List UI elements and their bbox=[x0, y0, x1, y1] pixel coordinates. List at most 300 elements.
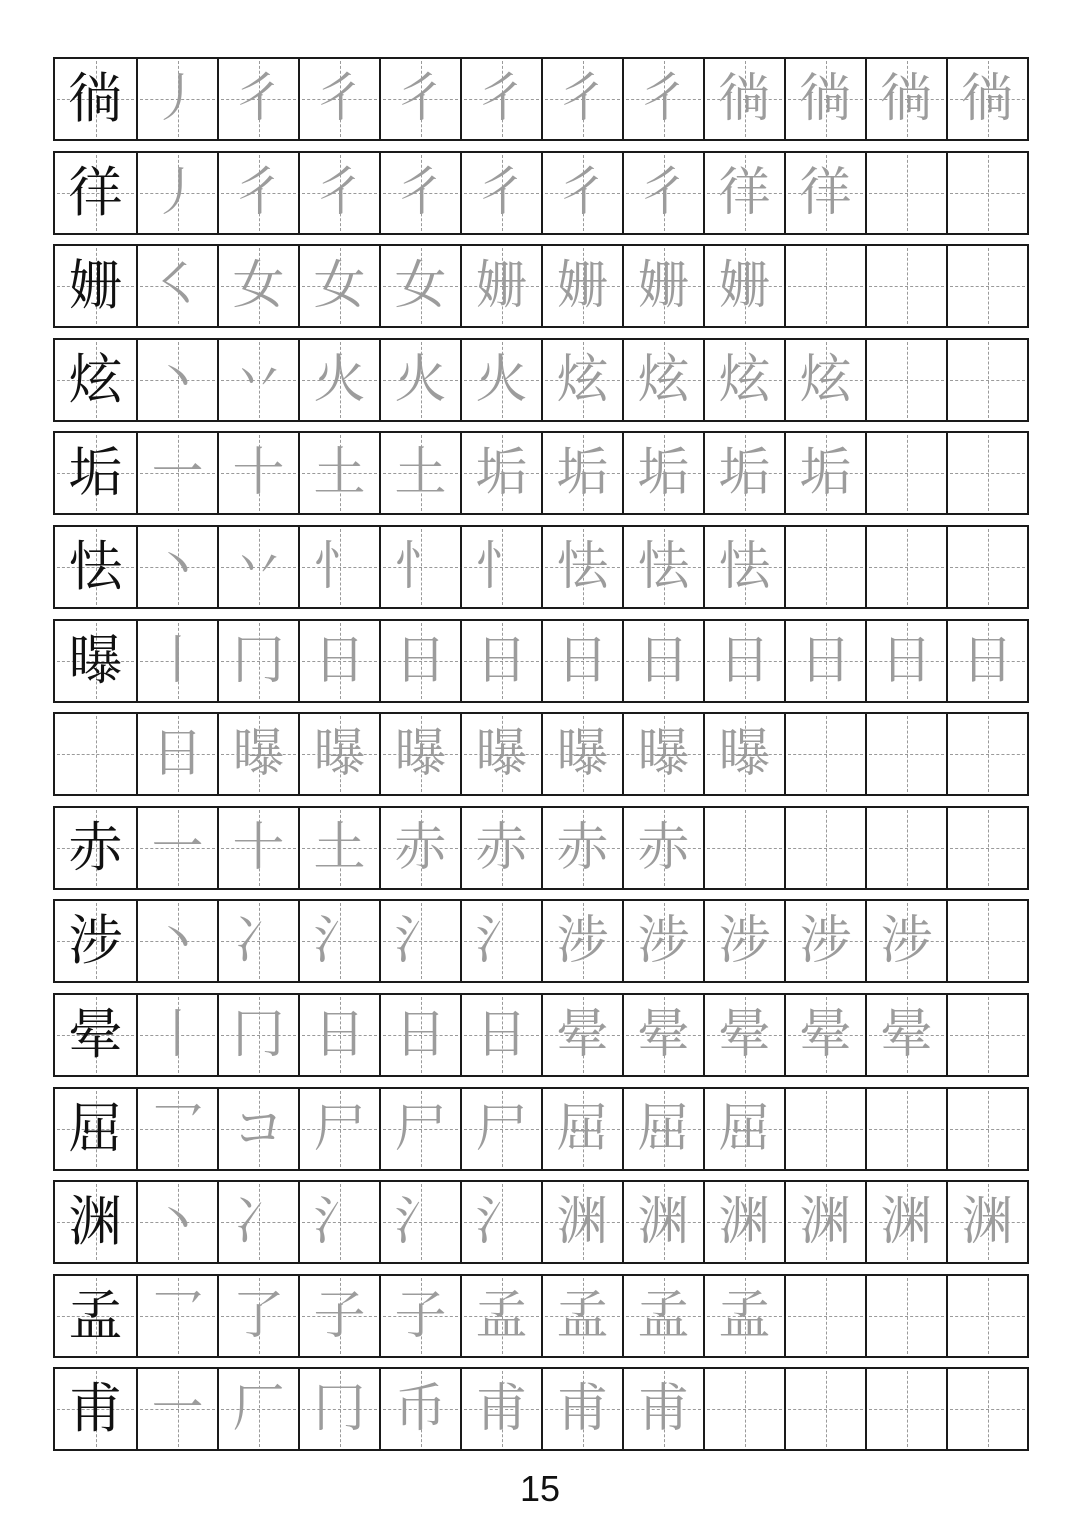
stroke-step: 赤 bbox=[556, 818, 609, 878]
tracing-cell bbox=[865, 433, 946, 513]
stroke-step: 渊 bbox=[637, 1192, 690, 1252]
guide-line-horizontal bbox=[950, 941, 1025, 942]
guide-line-horizontal bbox=[869, 754, 944, 755]
practice-row bbox=[53, 431, 1029, 515]
model-character: 渊 bbox=[68, 1190, 123, 1253]
stroke-step: 火 bbox=[313, 350, 366, 410]
tracing-cell bbox=[298, 1369, 379, 1449]
tracing-cell bbox=[298, 901, 379, 981]
practice-row bbox=[53, 993, 1029, 1077]
character-cell bbox=[55, 1182, 136, 1262]
character-cell bbox=[55, 527, 136, 607]
tracing-cell bbox=[298, 527, 379, 607]
tracing-cell bbox=[946, 995, 1027, 1075]
tracing-cell bbox=[541, 433, 622, 513]
tracing-cell bbox=[865, 714, 946, 794]
tracing-cell bbox=[217, 246, 298, 326]
stroke-step: 彳 bbox=[475, 163, 528, 223]
stroke-step: 涉 bbox=[880, 911, 933, 971]
stroke-step: 尸 bbox=[394, 1099, 447, 1159]
stroke-step: 屈 bbox=[637, 1099, 690, 1159]
stroke-step: 屈 bbox=[718, 1099, 771, 1159]
tracing-cell bbox=[298, 340, 379, 420]
stroke-step: 曝 bbox=[232, 724, 285, 784]
tracing-cell bbox=[379, 59, 460, 139]
tracing-cell bbox=[946, 1182, 1027, 1262]
stroke-step: 冫 bbox=[232, 1192, 285, 1252]
tracing-cell bbox=[865, 527, 946, 607]
stroke-step: 甫 bbox=[475, 1379, 528, 1439]
stroke-step: 彳 bbox=[394, 69, 447, 129]
stroke-step: 丿 bbox=[151, 163, 204, 223]
stroke-step: 氵 bbox=[313, 1192, 366, 1252]
stroke-step: 曝 bbox=[718, 724, 771, 784]
character-cell bbox=[55, 433, 136, 513]
stroke-step: 日 bbox=[313, 631, 366, 691]
tracing-cell bbox=[946, 808, 1027, 888]
tracing-cell bbox=[298, 59, 379, 139]
stroke-step: 日 bbox=[313, 1005, 366, 1065]
stroke-step: 丶 bbox=[151, 537, 204, 597]
stroke-step: 丿 bbox=[151, 69, 204, 129]
tracing-cell bbox=[865, 995, 946, 1075]
tracing-cell bbox=[379, 714, 460, 794]
stroke-step: 十 bbox=[232, 818, 285, 878]
stroke-step: 炫 bbox=[718, 350, 771, 410]
stroke-step: 一 bbox=[151, 1379, 204, 1439]
stroke-step: 赤 bbox=[475, 818, 528, 878]
tracing-cell bbox=[460, 621, 541, 701]
guide-line-horizontal bbox=[950, 380, 1025, 381]
tracing-cell bbox=[136, 527, 217, 607]
stroke-step: 甫 bbox=[556, 1379, 609, 1439]
tracing-cell bbox=[298, 714, 379, 794]
tracing-cell bbox=[865, 153, 946, 233]
tracing-cell bbox=[946, 527, 1027, 607]
stroke-step: 彳 bbox=[637, 163, 690, 223]
tracing-cell bbox=[379, 246, 460, 326]
stroke-step: 女 bbox=[313, 256, 366, 316]
tracing-cell bbox=[946, 901, 1027, 981]
tracing-cell bbox=[541, 59, 622, 139]
tracing-cell bbox=[379, 1276, 460, 1356]
stroke-step: 氵 bbox=[475, 911, 528, 971]
stroke-step: 徉 bbox=[799, 163, 852, 223]
tracing-cell bbox=[784, 340, 865, 420]
tracing-cell bbox=[136, 340, 217, 420]
stroke-step: 涉 bbox=[556, 911, 609, 971]
model-character: 姗 bbox=[68, 254, 123, 317]
practice-row bbox=[53, 1274, 1029, 1358]
stroke-step: 冂 bbox=[313, 1379, 366, 1439]
tracing-cell bbox=[622, 1089, 703, 1169]
tracing-cell bbox=[541, 527, 622, 607]
guide-line-horizontal bbox=[788, 1129, 863, 1130]
tracing-cell bbox=[217, 621, 298, 701]
tracing-cell bbox=[460, 153, 541, 233]
tracing-cell bbox=[622, 1369, 703, 1449]
model-character: 赤 bbox=[68, 816, 123, 879]
guide-line-horizontal bbox=[788, 1409, 863, 1410]
character-cell bbox=[55, 808, 136, 888]
stroke-step: 冂 bbox=[232, 1005, 285, 1065]
tracing-cell bbox=[784, 901, 865, 981]
stroke-step: 垢 bbox=[799, 443, 852, 503]
tracing-cell bbox=[217, 153, 298, 233]
character-cell bbox=[55, 340, 136, 420]
guide-line-horizontal bbox=[950, 1316, 1025, 1317]
tracing-cell bbox=[379, 433, 460, 513]
stroke-step: 垢 bbox=[718, 443, 771, 503]
tracing-cell bbox=[136, 995, 217, 1075]
guide-line-horizontal bbox=[950, 1035, 1025, 1036]
stroke-step: 炫 bbox=[799, 350, 852, 410]
tracing-cell bbox=[946, 1089, 1027, 1169]
model-character: 孟 bbox=[68, 1284, 123, 1347]
tracing-cell bbox=[784, 527, 865, 607]
tracing-cell bbox=[784, 1182, 865, 1262]
model-character: 屈 bbox=[68, 1097, 123, 1160]
stroke-step: 氵 bbox=[394, 911, 447, 971]
stroke-step: 丶 bbox=[151, 1192, 204, 1252]
tracing-cell bbox=[460, 1089, 541, 1169]
model-character: 涉 bbox=[68, 909, 123, 972]
tracing-cell bbox=[703, 1369, 784, 1449]
guide-line-horizontal bbox=[707, 848, 782, 849]
page-number: 15 bbox=[519, 1468, 561, 1509]
stroke-step: 日 bbox=[475, 1005, 528, 1065]
stroke-step: 炫 bbox=[556, 350, 609, 410]
character-cell bbox=[55, 714, 136, 794]
tracing-cell bbox=[460, 433, 541, 513]
stroke-step: 涉 bbox=[718, 911, 771, 971]
stroke-step: 彳 bbox=[556, 163, 609, 223]
guide-line-horizontal bbox=[707, 1409, 782, 1410]
stroke-step: 子 bbox=[394, 1286, 447, 1346]
stroke-step: 彳 bbox=[475, 69, 528, 129]
stroke-step: 彳 bbox=[313, 163, 366, 223]
stroke-step: 日 bbox=[880, 631, 933, 691]
tracing-cell bbox=[703, 714, 784, 794]
model-character: 甫 bbox=[68, 1377, 123, 1440]
guide-line-horizontal bbox=[869, 848, 944, 849]
tracing-cell bbox=[703, 1089, 784, 1169]
stroke-step: 乛 bbox=[151, 1099, 204, 1159]
tracing-cell bbox=[460, 995, 541, 1075]
tracing-cell bbox=[541, 995, 622, 1075]
stroke-step: 十 bbox=[232, 443, 285, 503]
stroke-step: 垢 bbox=[475, 443, 528, 503]
tracing-cell bbox=[298, 621, 379, 701]
guide-line-horizontal bbox=[869, 1409, 944, 1410]
character-cell bbox=[55, 995, 136, 1075]
stroke-step: 渊 bbox=[880, 1192, 933, 1252]
tracing-cell bbox=[865, 901, 946, 981]
stroke-step: 孟 bbox=[475, 1286, 528, 1346]
stroke-step: 曝 bbox=[313, 724, 366, 784]
tracing-cell bbox=[298, 995, 379, 1075]
stroke-step: 尸 bbox=[475, 1099, 528, 1159]
tracing-cell bbox=[136, 1276, 217, 1356]
character-cell bbox=[55, 59, 136, 139]
stroke-step: 涉 bbox=[799, 911, 852, 971]
tracing-cell bbox=[946, 246, 1027, 326]
tracing-cell bbox=[136, 621, 217, 701]
tracing-cell bbox=[622, 59, 703, 139]
character-cell bbox=[55, 153, 136, 233]
stroke-step: 一 bbox=[151, 443, 204, 503]
tracing-cell bbox=[784, 808, 865, 888]
guide-line-horizontal bbox=[788, 567, 863, 568]
model-character: 怯 bbox=[68, 535, 123, 598]
stroke-step: 赤 bbox=[394, 818, 447, 878]
stroke-step: 彳 bbox=[556, 69, 609, 129]
tracing-cell bbox=[217, 714, 298, 794]
stroke-step: 炫 bbox=[637, 350, 690, 410]
character-cell bbox=[55, 901, 136, 981]
stroke-step: 屈 bbox=[556, 1099, 609, 1159]
tracing-cell bbox=[622, 153, 703, 233]
practice-row bbox=[53, 806, 1029, 890]
stroke-step: 女 bbox=[232, 256, 285, 316]
stroke-step: 土 bbox=[313, 818, 366, 878]
guide-line-horizontal bbox=[869, 567, 944, 568]
tracing-cell bbox=[784, 1276, 865, 1356]
guide-line-horizontal bbox=[788, 848, 863, 849]
stroke-step: 渊 bbox=[799, 1192, 852, 1252]
guide-line-horizontal bbox=[869, 473, 944, 474]
tracing-cell bbox=[784, 153, 865, 233]
practice-row bbox=[53, 525, 1029, 609]
tracing-cell bbox=[946, 153, 1027, 233]
guide-line-horizontal bbox=[950, 286, 1025, 287]
tracing-cell bbox=[298, 1182, 379, 1262]
stroke-step: 日 bbox=[394, 1005, 447, 1065]
tracing-cell bbox=[541, 1182, 622, 1262]
guide-line-horizontal bbox=[950, 1409, 1025, 1410]
tracing-cell bbox=[217, 995, 298, 1075]
stroke-step: 丶 bbox=[151, 911, 204, 971]
tracing-cell bbox=[784, 995, 865, 1075]
tracing-cell bbox=[622, 527, 703, 607]
tracing-cell bbox=[217, 808, 298, 888]
stroke-step: 丶 bbox=[151, 350, 204, 410]
tracing-cell bbox=[703, 1182, 784, 1262]
tracing-cell bbox=[541, 808, 622, 888]
character-cell bbox=[55, 1276, 136, 1356]
stroke-step: 氵 bbox=[313, 911, 366, 971]
tracing-cell bbox=[703, 246, 784, 326]
stroke-step: 日 bbox=[394, 631, 447, 691]
practice-row bbox=[53, 1087, 1029, 1171]
tracing-cell bbox=[379, 1089, 460, 1169]
tracing-cell bbox=[136, 153, 217, 233]
tracing-cell bbox=[622, 901, 703, 981]
tracing-cell bbox=[217, 1182, 298, 1262]
tracing-cell bbox=[784, 246, 865, 326]
stroke-step: 日 bbox=[475, 631, 528, 691]
model-character: 晕 bbox=[68, 1003, 123, 1066]
guide-line-horizontal bbox=[950, 754, 1025, 755]
guide-line-horizontal bbox=[950, 848, 1025, 849]
tracing-cell bbox=[460, 59, 541, 139]
stroke-step: 火 bbox=[475, 350, 528, 410]
stroke-step: 币 bbox=[394, 1379, 447, 1439]
tracing-cell bbox=[298, 153, 379, 233]
stroke-step: 甫 bbox=[637, 1379, 690, 1439]
tracing-cell bbox=[703, 1276, 784, 1356]
guide-line-horizontal bbox=[869, 380, 944, 381]
stroke-step: 姗 bbox=[556, 256, 609, 316]
guide-line-horizontal bbox=[788, 754, 863, 755]
stroke-step: 涉 bbox=[637, 911, 690, 971]
tracing-cell bbox=[136, 714, 217, 794]
stroke-step: 日 bbox=[718, 631, 771, 691]
stroke-step: 垢 bbox=[637, 443, 690, 503]
tracing-cell bbox=[217, 901, 298, 981]
tracing-cell bbox=[541, 1369, 622, 1449]
tracing-cell bbox=[622, 433, 703, 513]
tracing-cell bbox=[136, 433, 217, 513]
guide-line-horizontal bbox=[57, 754, 134, 755]
tracing-cell bbox=[541, 246, 622, 326]
guide-line-horizontal bbox=[869, 1129, 944, 1130]
stroke-step: 徜 bbox=[880, 69, 933, 129]
stroke-step: 晕 bbox=[799, 1005, 852, 1065]
tracing-cell bbox=[136, 901, 217, 981]
tracing-cell bbox=[217, 1089, 298, 1169]
stroke-step: 日 bbox=[151, 724, 204, 784]
tracing-cell bbox=[379, 1369, 460, 1449]
tracing-cell bbox=[541, 621, 622, 701]
tracing-cell bbox=[622, 1182, 703, 1262]
stroke-step: 女 bbox=[394, 256, 447, 316]
stroke-step: 忄 bbox=[394, 537, 447, 597]
character-cell bbox=[55, 1089, 136, 1169]
stroke-step: 忄 bbox=[313, 537, 366, 597]
tracing-cell bbox=[541, 1089, 622, 1169]
tracing-cell bbox=[703, 995, 784, 1075]
stroke-step: 日 bbox=[637, 631, 690, 691]
stroke-step: 一 bbox=[151, 818, 204, 878]
tracing-cell bbox=[460, 1182, 541, 1262]
stroke-step: 丨 bbox=[151, 631, 204, 691]
stroke-step: 渊 bbox=[961, 1192, 1014, 1252]
practice-row bbox=[53, 619, 1029, 703]
stroke-step: 晕 bbox=[637, 1005, 690, 1065]
stroke-step: 曝 bbox=[394, 724, 447, 784]
tracing-cell bbox=[865, 808, 946, 888]
stroke-step: 乛 bbox=[151, 1286, 204, 1346]
tracing-cell bbox=[946, 59, 1027, 139]
guide-line-horizontal bbox=[950, 1129, 1025, 1130]
tracing-cell bbox=[784, 621, 865, 701]
tracing-cell bbox=[136, 59, 217, 139]
stroke-step: 彳 bbox=[232, 69, 285, 129]
tracing-cell bbox=[379, 153, 460, 233]
tracing-cell bbox=[703, 433, 784, 513]
stroke-step: 孟 bbox=[718, 1286, 771, 1346]
stroke-step: コ bbox=[232, 1099, 285, 1159]
stroke-step: 徜 bbox=[718, 69, 771, 129]
tracing-cell bbox=[136, 1089, 217, 1169]
stroke-step: 忄 bbox=[475, 537, 528, 597]
practice-row bbox=[53, 338, 1029, 422]
practice-row bbox=[53, 899, 1029, 983]
stroke-step: 晕 bbox=[556, 1005, 609, 1065]
tracing-cell bbox=[460, 808, 541, 888]
tracing-cell bbox=[541, 340, 622, 420]
tracing-cell bbox=[865, 621, 946, 701]
tracing-cell bbox=[703, 621, 784, 701]
stroke-step: 渊 bbox=[718, 1192, 771, 1252]
model-character: 曝 bbox=[68, 629, 123, 692]
stroke-step: 彳 bbox=[637, 69, 690, 129]
stroke-step: 氵 bbox=[394, 1192, 447, 1252]
guide-line-horizontal bbox=[788, 1316, 863, 1317]
stroke-step: 日 bbox=[961, 631, 1014, 691]
tracing-cell bbox=[865, 1089, 946, 1169]
tracing-cell bbox=[946, 1369, 1027, 1449]
stroke-step: 日 bbox=[556, 631, 609, 691]
practice-row bbox=[53, 1180, 1029, 1264]
stroke-step: 彳 bbox=[313, 69, 366, 129]
tracing-cell bbox=[379, 527, 460, 607]
guide-line-horizontal bbox=[950, 193, 1025, 194]
tracing-cell bbox=[946, 621, 1027, 701]
tracing-cell bbox=[703, 808, 784, 888]
practice-row bbox=[53, 244, 1029, 328]
guide-line-horizontal bbox=[869, 286, 944, 287]
practice-row bbox=[53, 1367, 1029, 1451]
tracing-cell bbox=[379, 995, 460, 1075]
tracing-cell bbox=[136, 246, 217, 326]
tracing-cell bbox=[622, 808, 703, 888]
stroke-step: 姗 bbox=[475, 256, 528, 316]
stroke-step: 姗 bbox=[718, 256, 771, 316]
tracing-cell bbox=[946, 714, 1027, 794]
tracing-cell bbox=[217, 1276, 298, 1356]
tracing-cell bbox=[217, 433, 298, 513]
stroke-step: 曝 bbox=[637, 724, 690, 784]
tracing-cell bbox=[136, 808, 217, 888]
stroke-step: 渊 bbox=[556, 1192, 609, 1252]
tracing-cell bbox=[136, 1369, 217, 1449]
tracing-cell bbox=[703, 153, 784, 233]
tracing-cell bbox=[460, 1276, 541, 1356]
tracing-cell bbox=[784, 433, 865, 513]
tracing-cell bbox=[298, 1089, 379, 1169]
stroke-step: 曝 bbox=[475, 724, 528, 784]
stroke-step: 尸 bbox=[313, 1099, 366, 1159]
stroke-step: 曝 bbox=[556, 724, 609, 784]
tracing-cell bbox=[460, 527, 541, 607]
tracing-cell bbox=[298, 433, 379, 513]
guide-line-horizontal bbox=[950, 567, 1025, 568]
stroke-step: 冂 bbox=[232, 631, 285, 691]
stroke-step: 孟 bbox=[637, 1286, 690, 1346]
tracing-cell bbox=[865, 1369, 946, 1449]
stroke-step: 怯 bbox=[637, 537, 690, 597]
tracing-cell bbox=[703, 340, 784, 420]
stroke-step: 冫 bbox=[232, 911, 285, 971]
stroke-step: 彳 bbox=[232, 163, 285, 223]
tracing-cell bbox=[946, 340, 1027, 420]
stroke-step: 子 bbox=[313, 1286, 366, 1346]
tracing-cell bbox=[784, 59, 865, 139]
guide-line-horizontal bbox=[950, 473, 1025, 474]
stroke-step: 怯 bbox=[718, 537, 771, 597]
